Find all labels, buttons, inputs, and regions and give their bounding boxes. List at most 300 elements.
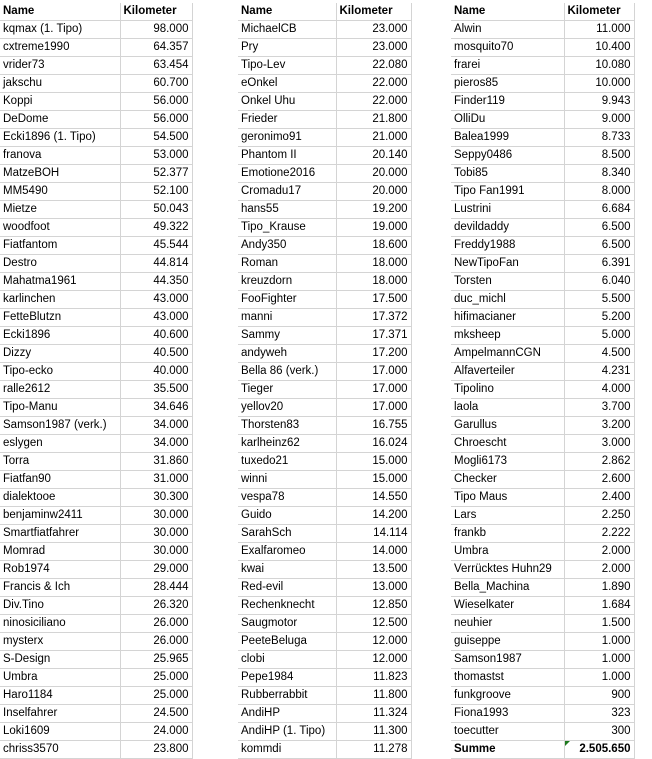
kilometer-cell[interactable]: 44.814 [120, 255, 192, 273]
kilometer-cell[interactable]: 3.000 [564, 435, 634, 453]
kilometer-cell[interactable]: 63.454 [120, 57, 192, 75]
table-row [238, 741, 411, 759]
name-cell[interactable]: Frieder [238, 111, 336, 129]
kilometer-cell[interactable]: 1.684 [564, 597, 634, 615]
table-row [451, 507, 634, 525]
kilometer-cell[interactable]: 17.500 [336, 291, 411, 309]
table-row [451, 453, 634, 471]
table-row [0, 489, 192, 507]
kilometer-cell[interactable]: 98.000 [120, 21, 192, 39]
name-cell[interactable]: AndiHP (1. Tipo) [238, 723, 336, 741]
kilometer-cell[interactable]: 10.400 [564, 39, 634, 57]
name-cell[interactable]: yellov20 [238, 399, 336, 417]
table-row [238, 543, 411, 561]
kilometer-cell[interactable]: 21.000 [336, 129, 411, 147]
kilometer-cell[interactable]: 2.600 [564, 471, 634, 489]
kilometer-cell[interactable]: 18.000 [336, 273, 411, 291]
kilometer-cell[interactable]: 5.200 [564, 309, 634, 327]
name-cell[interactable]: Rubberrabbit [238, 687, 336, 705]
table-row [238, 561, 411, 579]
kilometer-cell[interactable]: 25.000 [120, 669, 192, 687]
name-cell[interactable]: kreuzdorn [238, 273, 336, 291]
name-cell[interactable]: Freddy1988 [451, 237, 564, 255]
kilometer-cell[interactable]: 16.024 [336, 435, 411, 453]
name-cell[interactable]: Smartfiatfahrer [0, 525, 120, 543]
table-row [451, 39, 634, 57]
name-cell[interactable]: Tipo_Krause [238, 219, 336, 237]
name-cell[interactable]: Tipo-Lev [238, 57, 336, 75]
kilometer-cell[interactable]: 19.200 [336, 201, 411, 219]
name-cell[interactable]: MichaelCB [238, 21, 336, 39]
kilometer-cell[interactable]: 12.000 [336, 651, 411, 669]
name-cell[interactable]: SarahSch [238, 525, 336, 543]
kilometer-cell[interactable]: 26.320 [120, 597, 192, 615]
table-row [238, 111, 411, 129]
formula-indicator-icon [565, 741, 570, 746]
kilometer-cell[interactable]: 8.000 [564, 183, 634, 201]
kilometer-cell[interactable]: 52.100 [120, 183, 192, 201]
kilometer-cell[interactable]: 2.000 [564, 561, 634, 579]
table-row [451, 57, 634, 75]
name-cell[interactable]: winni [238, 471, 336, 489]
name-cell[interactable]: tuxedo21 [238, 453, 336, 471]
table-row [451, 183, 634, 201]
name-cell[interactable]: jakschu [0, 75, 120, 93]
name-cell[interactable]: Tipo-Manu [0, 399, 120, 417]
name-cell[interactable]: AndiHP [238, 705, 336, 723]
kilometer-cell[interactable]: 4.500 [564, 345, 634, 363]
name-cell[interactable]: pieros85 [451, 75, 564, 93]
kilometer-cell[interactable]: 11.278 [336, 741, 411, 759]
name-cell[interactable]: Mogli6173 [451, 453, 564, 471]
kilometer-cell[interactable]: 11.324 [336, 705, 411, 723]
table-row [238, 21, 411, 39]
kilometer-cell[interactable]: 13.500 [336, 561, 411, 579]
name-cell[interactable]: Pepe1984 [238, 669, 336, 687]
kilometer-cell[interactable]: 300 [564, 723, 634, 741]
table-row [451, 309, 634, 327]
name-cell[interactable]: Finder119 [451, 93, 564, 111]
table-row [238, 417, 411, 435]
name-cell[interactable]: Red-evil [238, 579, 336, 597]
kilometer-cell[interactable]: 56.000 [120, 93, 192, 111]
table-row [0, 615, 192, 633]
kilometer-cell[interactable]: 60.700 [120, 75, 192, 93]
name-cell[interactable]: Fiatfantom [0, 237, 120, 255]
name-cell[interactable]: Tipo-ecko [0, 363, 120, 381]
kilometer-cell[interactable]: 2.400 [564, 489, 634, 507]
name-cell[interactable]: Chroescht [451, 435, 564, 453]
table-row [238, 399, 411, 417]
name-cell[interactable]: mysterx [0, 633, 120, 651]
kilometer-cell[interactable]: 8.340 [564, 165, 634, 183]
kilometer-cell[interactable]: 34.000 [120, 417, 192, 435]
column-header-name[interactable]: Name [238, 3, 336, 21]
table-row [238, 147, 411, 165]
name-cell[interactable]: vespa78 [238, 489, 336, 507]
kilometer-cell[interactable]: 52.377 [120, 165, 192, 183]
kilometer-cell[interactable]: 2.222 [564, 525, 634, 543]
table-row [238, 381, 411, 399]
name-cell[interactable]: ninosiciliano [0, 615, 120, 633]
name-cell[interactable]: PeeteBeluga [238, 633, 336, 651]
kilometer-cell[interactable]: 22.080 [336, 57, 411, 75]
name-cell[interactable]: franova [0, 147, 120, 165]
name-cell[interactable]: Lars [451, 507, 564, 525]
kilometer-cell[interactable]: 6.500 [564, 219, 634, 237]
kilometer-cell[interactable]: 6.391 [564, 255, 634, 273]
table-row [0, 741, 192, 759]
table-row [0, 705, 192, 723]
kilometer-cell[interactable]: 18.000 [336, 255, 411, 273]
name-cell[interactable]: Rob1974 [0, 561, 120, 579]
table-row [451, 255, 634, 273]
kilometer-cell[interactable]: 35.500 [120, 381, 192, 399]
column-header-kilometer[interactable]: Kilometer [564, 3, 634, 21]
kilometer-cell[interactable]: 2.862 [564, 453, 634, 471]
name-cell[interactable]: Mietze [0, 201, 120, 219]
kilometer-cell[interactable]: 17.000 [336, 381, 411, 399]
name-cell[interactable]: Ecki1896 [0, 327, 120, 345]
data-table-block-3 [451, 3, 635, 759]
name-cell[interactable]: funkgroove [451, 687, 564, 705]
name-cell[interactable]: Alwin [451, 21, 564, 39]
name-cell[interactable]: Exalfaromeo [238, 543, 336, 561]
kilometer-cell[interactable]: 26.000 [120, 633, 192, 651]
kilometer-cell[interactable]: 14.000 [336, 543, 411, 561]
sum-label-cell[interactable]: Summe [451, 741, 564, 759]
kilometer-cell[interactable]: 28.444 [120, 579, 192, 597]
kilometer-cell[interactable]: 17.371 [336, 327, 411, 345]
name-cell[interactable]: Bella_Machina [451, 579, 564, 597]
kilometer-cell[interactable]: 43.000 [120, 309, 192, 327]
table-row [451, 291, 634, 309]
kilometer-cell[interactable]: 11.823 [336, 669, 411, 687]
name-cell[interactable]: Koppi [0, 93, 120, 111]
kilometer-cell[interactable]: 13.000 [336, 579, 411, 597]
table-row [238, 435, 411, 453]
kilometer-cell[interactable]: 8.500 [564, 147, 634, 165]
kilometer-cell[interactable]: 14.200 [336, 507, 411, 525]
name-cell[interactable]: Bella 86 (verk.) [238, 363, 336, 381]
kilometer-cell[interactable]: 30.000 [120, 525, 192, 543]
kilometer-cell[interactable]: 64.357 [120, 39, 192, 57]
kilometer-cell[interactable]: 54.500 [120, 129, 192, 147]
kilometer-cell[interactable]: 1.000 [564, 651, 634, 669]
table-row [0, 165, 192, 183]
kilometer-cell[interactable]: 12.850 [336, 597, 411, 615]
kilometer-cell[interactable]: 1.000 [564, 633, 634, 651]
kilometer-cell[interactable]: 24.500 [120, 705, 192, 723]
name-cell[interactable]: andyweh [238, 345, 336, 363]
table-row [451, 147, 634, 165]
kilometer-cell[interactable]: 17.372 [336, 309, 411, 327]
name-cell[interactable]: Roman [238, 255, 336, 273]
name-cell[interactable]: Checker [451, 471, 564, 489]
kilometer-cell[interactable]: 23.000 [336, 21, 411, 39]
kilometer-cell[interactable]: 18.600 [336, 237, 411, 255]
kilometer-cell[interactable]: 323 [564, 705, 634, 723]
name-cell[interactable]: Samson1987 [451, 651, 564, 669]
name-cell[interactable]: Fiatfan90 [0, 471, 120, 489]
name-cell[interactable]: OlliDu [451, 111, 564, 129]
name-cell[interactable]: Torra [0, 453, 120, 471]
kilometer-cell[interactable]: 40.500 [120, 345, 192, 363]
kilometer-cell[interactable]: 9.000 [564, 111, 634, 129]
name-cell[interactable]: duc_michl [451, 291, 564, 309]
kilometer-cell[interactable]: 53.000 [120, 147, 192, 165]
name-cell[interactable]: Andy350 [238, 237, 336, 255]
table-row [0, 111, 192, 129]
kilometer-cell[interactable]: 23.000 [336, 39, 411, 57]
kilometer-cell[interactable]: 17.200 [336, 345, 411, 363]
kilometer-cell[interactable]: 3.200 [564, 417, 634, 435]
kilometer-cell[interactable]: 14.114 [336, 525, 411, 543]
table-row [238, 471, 411, 489]
name-cell[interactable]: Wieselkater [451, 597, 564, 615]
name-cell[interactable]: hans55 [238, 201, 336, 219]
column-header-kilometer[interactable]: Kilometer [336, 3, 411, 21]
kilometer-cell[interactable]: 34.000 [120, 435, 192, 453]
name-cell[interactable]: vrider73 [0, 57, 120, 75]
kilometer-cell[interactable]: 9.943 [564, 93, 634, 111]
name-cell[interactable]: MatzeBOH [0, 165, 120, 183]
name-cell[interactable]: Samson1987 (verk.) [0, 417, 120, 435]
kilometer-cell[interactable]: 25.000 [120, 687, 192, 705]
kilometer-cell[interactable]: 20.000 [336, 165, 411, 183]
name-cell[interactable]: Inselfahrer [0, 705, 120, 723]
table-row [0, 381, 192, 399]
kilometer-cell[interactable]: 15.000 [336, 453, 411, 471]
name-cell[interactable]: Tobi85 [451, 165, 564, 183]
kilometer-cell[interactable]: 11.000 [564, 21, 634, 39]
name-cell[interactable]: woodfoot [0, 219, 120, 237]
name-cell[interactable]: Destro [0, 255, 120, 273]
table-row [451, 633, 634, 651]
name-cell[interactable]: guiseppe [451, 633, 564, 651]
column-header-name[interactable]: Name [451, 3, 564, 21]
name-cell[interactable]: laola [451, 399, 564, 417]
name-cell[interactable]: frankb [451, 525, 564, 543]
kilometer-cell[interactable]: 900 [564, 687, 634, 705]
name-cell[interactable]: Dizzy [0, 345, 120, 363]
kilometer-cell[interactable]: 3.700 [564, 399, 634, 417]
kilometer-cell[interactable]: 43.000 [120, 291, 192, 309]
name-cell[interactable]: Div.Tino [0, 597, 120, 615]
name-cell[interactable]: karlheinz62 [238, 435, 336, 453]
table-row [451, 75, 634, 93]
name-cell[interactable]: Thorsten83 [238, 417, 336, 435]
name-cell[interactable]: Onkel Uhu [238, 93, 336, 111]
kilometer-cell[interactable]: 50.043 [120, 201, 192, 219]
kilometer-cell[interactable]: 30.300 [120, 489, 192, 507]
kilometer-cell[interactable]: 6.040 [564, 273, 634, 291]
table-row [238, 183, 411, 201]
name-cell[interactable]: neuhier [451, 615, 564, 633]
kilometer-cell[interactable]: 21.800 [336, 111, 411, 129]
table-row [451, 93, 634, 111]
name-cell[interactable]: Saugmotor [238, 615, 336, 633]
name-cell[interactable]: eOnkel [238, 75, 336, 93]
name-cell[interactable]: cxtreme1990 [0, 39, 120, 57]
kilometer-cell[interactable]: 30.000 [120, 507, 192, 525]
name-cell[interactable]: FetteBlutzn [0, 309, 120, 327]
kilometer-cell[interactable]: 16.755 [336, 417, 411, 435]
kilometer-cell[interactable]: 10.080 [564, 57, 634, 75]
name-cell[interactable]: Guido [238, 507, 336, 525]
kilometer-cell[interactable]: 17.000 [336, 399, 411, 417]
column-header-kilometer[interactable]: Kilometer [120, 3, 192, 21]
sum-value-cell[interactable]: 2.505.650 [564, 741, 634, 759]
name-cell[interactable]: kwai [238, 561, 336, 579]
name-cell[interactable]: Haro1184 [0, 687, 120, 705]
name-cell[interactable]: Umbra [451, 543, 564, 561]
kilometer-cell[interactable]: 20.000 [336, 183, 411, 201]
kilometer-cell[interactable]: 25.965 [120, 651, 192, 669]
kilometer-cell[interactable]: 30.000 [120, 543, 192, 561]
name-cell[interactable]: DeDome [0, 111, 120, 129]
name-cell[interactable]: Ecki1896 (1. Tipo) [0, 129, 120, 147]
name-cell[interactable]: MM5490 [0, 183, 120, 201]
kilometer-cell[interactable]: 14.550 [336, 489, 411, 507]
kilometer-cell[interactable]: 45.544 [120, 237, 192, 255]
name-cell[interactable]: Pry [238, 39, 336, 57]
table-row [451, 399, 634, 417]
name-cell[interactable]: chriss3570 [0, 741, 120, 759]
table-row [238, 507, 411, 525]
kilometer-cell[interactable]: 1.500 [564, 615, 634, 633]
name-cell[interactable]: toecutter [451, 723, 564, 741]
name-cell[interactable]: Fiona1993 [451, 705, 564, 723]
name-cell[interactable]: NewTipoFan [451, 255, 564, 273]
kilometer-cell[interactable]: 5.000 [564, 327, 634, 345]
table-row [0, 147, 192, 165]
kilometer-cell[interactable]: 31.000 [120, 471, 192, 489]
kilometer-cell[interactable]: 1.890 [564, 579, 634, 597]
name-cell[interactable]: S-Design [0, 651, 120, 669]
name-cell[interactable]: benjaminw2411 [0, 507, 120, 525]
name-cell[interactable]: frarei [451, 57, 564, 75]
kilometer-cell[interactable]: 15.000 [336, 471, 411, 489]
kilometer-cell[interactable]: 11.800 [336, 687, 411, 705]
kilometer-cell[interactable]: 6.500 [564, 237, 634, 255]
name-cell[interactable]: Rechenknecht [238, 597, 336, 615]
kilometer-cell[interactable]: 12.000 [336, 633, 411, 651]
kilometer-cell[interactable]: 24.000 [120, 723, 192, 741]
kilometer-cell[interactable]: 23.800 [120, 741, 192, 759]
name-cell[interactable]: Tieger [238, 381, 336, 399]
column-header-name[interactable]: Name [0, 3, 120, 21]
name-cell[interactable]: Balea1999 [451, 129, 564, 147]
name-cell[interactable]: karlinchen [0, 291, 120, 309]
name-cell[interactable]: Mahatma1961 [0, 273, 120, 291]
kilometer-cell[interactable]: 20.140 [336, 147, 411, 165]
name-cell[interactable]: Sammy [238, 327, 336, 345]
name-cell[interactable]: Phantom II [238, 147, 336, 165]
kilometer-cell[interactable]: 19.000 [336, 219, 411, 237]
name-cell[interactable]: eslygen [0, 435, 120, 453]
table-row [238, 327, 411, 345]
kilometer-cell[interactable]: 34.646 [120, 399, 192, 417]
kilometer-cell[interactable]: 4.000 [564, 381, 634, 399]
kilometer-cell[interactable]: 5.500 [564, 291, 634, 309]
name-cell[interactable]: kqmax (1. Tipo) [0, 21, 120, 39]
name-cell[interactable]: Lustrini [451, 201, 564, 219]
name-cell[interactable]: Verrücktes Huhn29 [451, 561, 564, 579]
kilometer-cell[interactable]: 22.000 [336, 75, 411, 93]
kilometer-cell[interactable]: 49.322 [120, 219, 192, 237]
kilometer-cell[interactable]: 1.000 [564, 669, 634, 687]
name-cell[interactable]: FooFighter [238, 291, 336, 309]
table-row [451, 201, 634, 219]
name-cell[interactable]: Garullus [451, 417, 564, 435]
name-cell[interactable]: mksheep [451, 327, 564, 345]
kilometer-cell[interactable]: 40.600 [120, 327, 192, 345]
kilometer-cell[interactable]: 26.000 [120, 615, 192, 633]
name-cell[interactable]: geronimo91 [238, 129, 336, 147]
name-cell[interactable]: hifimacianer [451, 309, 564, 327]
name-cell[interactable]: Momrad [0, 543, 120, 561]
name-cell[interactable]: Seppy0486 [451, 147, 564, 165]
name-cell[interactable]: mosquito70 [451, 39, 564, 57]
name-cell[interactable]: manni [238, 309, 336, 327]
sum-row [451, 741, 634, 759]
table-row [238, 273, 411, 291]
table-row [0, 183, 192, 201]
name-cell[interactable]: Loki1609 [0, 723, 120, 741]
name-cell[interactable]: dialektooe [0, 489, 120, 507]
name-cell[interactable]: ralle2612 [0, 381, 120, 399]
kilometer-cell[interactable]: 4.231 [564, 363, 634, 381]
table-row [0, 435, 192, 453]
name-cell[interactable]: Francis & Ich [0, 579, 120, 597]
table-row [0, 687, 192, 705]
kilometer-cell[interactable]: 56.000 [120, 111, 192, 129]
name-cell[interactable]: kommdi [238, 741, 336, 759]
name-cell[interactable]: thomastst [451, 669, 564, 687]
table-row [238, 363, 411, 381]
kilometer-cell[interactable]: 12.500 [336, 615, 411, 633]
kilometer-cell[interactable]: 40.000 [120, 363, 192, 381]
kilometer-cell[interactable]: 17.000 [336, 363, 411, 381]
kilometer-cell[interactable]: 31.860 [120, 453, 192, 471]
kilometer-cell[interactable]: 2.250 [564, 507, 634, 525]
kilometer-cell[interactable]: 29.000 [120, 561, 192, 579]
data-table-block-2 [238, 3, 412, 759]
kilometer-cell[interactable]: 22.000 [336, 93, 411, 111]
name-cell[interactable]: Umbra [0, 669, 120, 687]
kilometer-cell[interactable]: 10.000 [564, 75, 634, 93]
name-cell[interactable]: devildaddy [451, 219, 564, 237]
name-cell[interactable]: Torsten [451, 273, 564, 291]
name-cell[interactable]: Cromadu17 [238, 183, 336, 201]
name-cell[interactable]: Tipolino [451, 381, 564, 399]
name-cell[interactable]: Emotione2016 [238, 165, 336, 183]
kilometer-cell[interactable]: 2.000 [564, 543, 634, 561]
kilometer-cell[interactable]: 11.300 [336, 723, 411, 741]
name-cell[interactable]: AmpelmannCGN [451, 345, 564, 363]
kilometer-cell[interactable]: 6.684 [564, 201, 634, 219]
name-cell[interactable]: Tipo Maus [451, 489, 564, 507]
name-cell[interactable]: clobi [238, 651, 336, 669]
kilometer-cell[interactable]: 8.733 [564, 129, 634, 147]
header-row [238, 3, 411, 21]
name-cell[interactable]: Tipo Fan1991 [451, 183, 564, 201]
table-row [238, 615, 411, 633]
kilometer-cell[interactable]: 44.350 [120, 273, 192, 291]
table-row [0, 417, 192, 435]
name-cell[interactable]: Alfaverteiler [451, 363, 564, 381]
